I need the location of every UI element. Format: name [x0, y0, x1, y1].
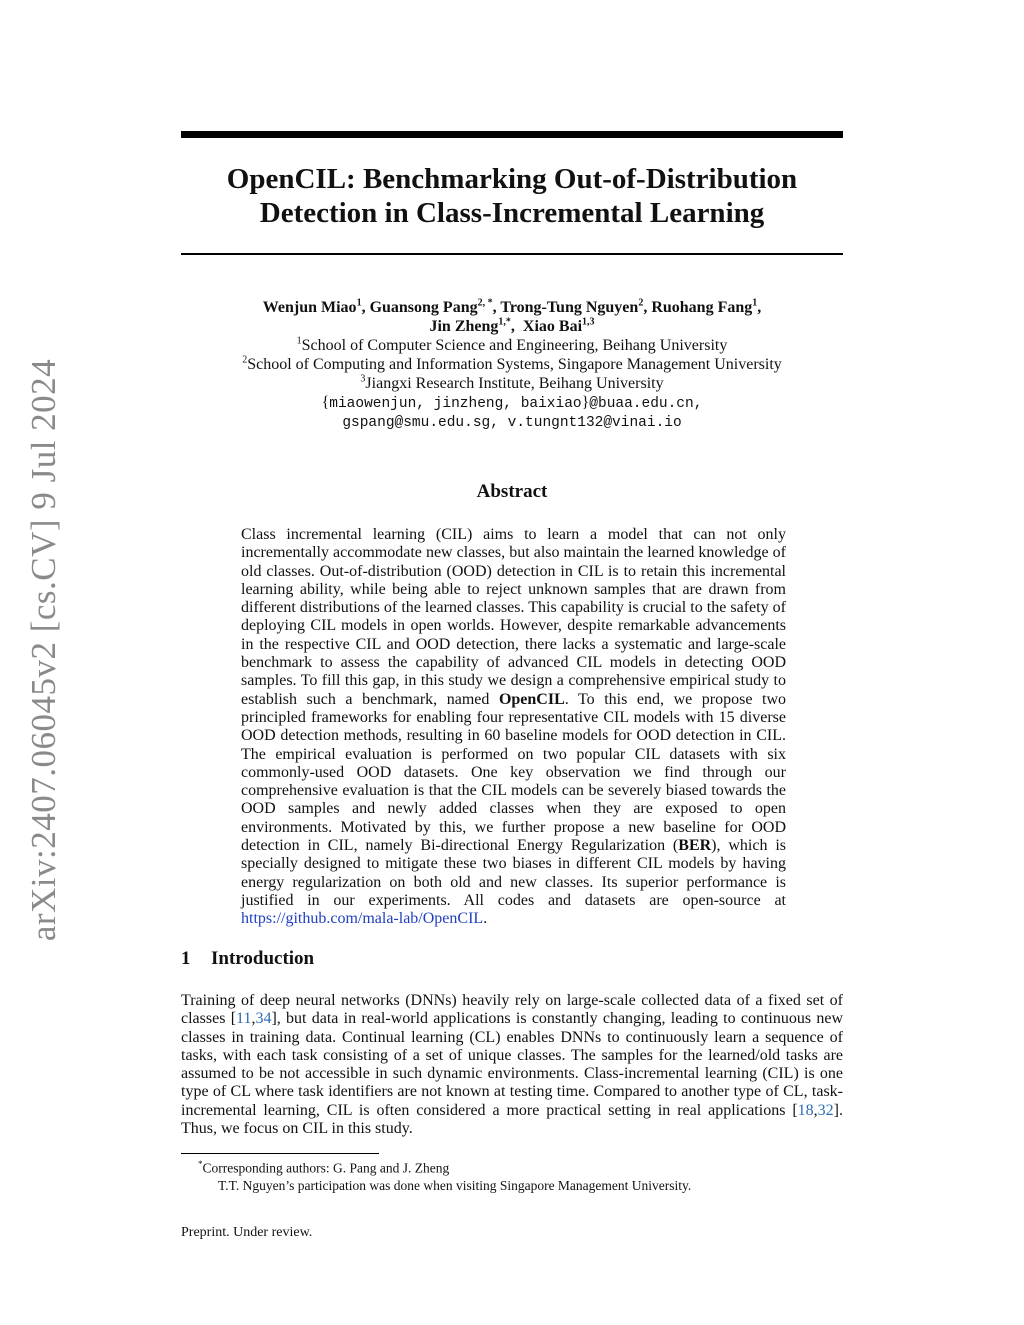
author-affiliation-mark: 1: [356, 297, 362, 309]
code-repository-link[interactable]: https://github.com/mala-lab/OpenCIL: [241, 910, 484, 928]
arxiv-identifier: arXiv:2407.06045v2 [cs.CV] 9 Jul 2024: [24, 358, 63, 942]
abstract-text: ), which is specially designed to mitigate these two biases in different CIL models by having energy regularization on both old and new classes. Its superior performance is justified in our experiments. All codes and datasets are open-source at: [241, 837, 786, 909]
abstract-text: .: [483, 910, 488, 928]
abstract-bold-term: OpenCIL: [498, 690, 565, 708]
paper-title: [181, 162, 843, 230]
affiliation-2: [181, 355, 843, 374]
abstract-heading: Abstract: [476, 481, 548, 502]
title-top-rule: [181, 131, 843, 138]
preprint-notice: Preprint. Under review.: [181, 1225, 313, 1240]
citation-link[interactable]: 11: [236, 1010, 252, 1028]
footnote-participation: T.T. Nguyen’s participation was done when visiting Singapore Management University.: [218, 1177, 692, 1193]
footnotes: [181, 1156, 843, 1194]
title-line-1: OpenCIL: Benchmarking Out-of-Distribution: [226, 163, 798, 195]
citation-link[interactable]: 32: [817, 1101, 834, 1119]
author-affiliation-mark: 1,3: [582, 316, 595, 328]
intro-text: ], but data in real-world applications is constantly changing, leading to continuous new classes in training data. Continual learning (CL) enables DNNs to continuously learn a sequence of tasks, with each task consisting of a set of unique classes. The samples for the learned/old tasks are assumed to be not accessible in such dynamic environments. Class-incremental learning (CIL) is one type of CL where task identifiers are not known at testing time. Compared to another type of CL, task-incremental learning, CIL is often considered a more practical setting in real applications [: [181, 1010, 843, 1119]
affiliation-1: [181, 336, 843, 355]
section-heading-introduction: [181, 948, 843, 970]
author-affiliation-mark: 2: [638, 297, 644, 309]
author-affiliation-mark: 1,*: [498, 316, 511, 328]
email-brace: }: [581, 394, 590, 411]
title-bottom-rule: [181, 253, 843, 255]
abstract-body: [241, 526, 786, 929]
author-names-line-2: Jin Zheng$^{1,*}$, Xiao Bai$^{1,3}$: [429, 316, 595, 335]
section-number: 1: [181, 948, 191, 969]
abstract-text: Class incremental learning (CIL) aims to learn a model that can not only incrementally accommodate new classes, but also maintain the learned knowledge of old classes. Out-of-distribution (OOD) detection in CIL is to retain this incremental learning ability, while being able to reject unknown samples that are drawn from different distributions of the learned classes. This capability is crucial to the safety of deploying CIL models in open worlds. However, despite remarkable advancements in the respective CIL and OOD detection, there lacks a systematic and large-scale benchmark to assess the capability of advanced CIL models in detecting OOD samples. To fill this gap, in this study we design a comprehensive empirical study to establish such a benchmark, named: [241, 526, 786, 708]
abstract-bold-term: BER: [678, 837, 712, 855]
intro-text: ]. Thus, we focus on CIL in this study.: [181, 1101, 843, 1138]
author-name: Guansong Pang: [369, 299, 478, 316]
introduction-paragraph: [181, 992, 843, 1138]
email-line-1: [181, 393, 843, 414]
affiliation-3: [181, 374, 843, 393]
author-names-line-1: Wenjun Miao$^1$, Guansong Pang$^{2, *}$, Trong-Tung Nguyen$^2$, Ruohang Fang$^1$,: [262, 297, 762, 316]
author-name: Wenjun Miao: [262, 299, 357, 316]
intro-text: ,: [251, 1010, 256, 1028]
affiliation-text: School of Computing and Information Systems, Singapore Management University: [247, 356, 782, 373]
citation-link[interactable]: 34: [255, 1010, 272, 1028]
footnote-rule: [181, 1153, 379, 1154]
footnote-corresponding: [181, 1156, 843, 1177]
title-line-2: Detection in Class-Incremental Learning: [259, 197, 765, 229]
affiliation-mark: 3: [360, 373, 366, 385]
email-domain: @buaa.edu.cn,: [589, 396, 703, 412]
footnote-mark: *: [198, 1159, 203, 1169]
author-name: Jin Zheng: [429, 318, 499, 335]
author-name: Ruohang Fang: [651, 299, 753, 316]
author-block: [181, 298, 843, 433]
intro-text: ,: [813, 1101, 818, 1119]
citation-link[interactable]: 18: [797, 1101, 814, 1119]
author-name: Xiao Bai: [522, 318, 583, 335]
intro-text: Training of deep neural networks (DNNs) heavily rely on large-scale collected data of a fixed set of classes [: [181, 992, 843, 1028]
author-affiliation-mark: 1: [752, 297, 758, 309]
affiliation-text: Jiangxi Research Institute, Beihang University: [365, 375, 664, 392]
affiliation-mark: 1: [296, 335, 302, 347]
email-brace: {: [321, 394, 330, 411]
author-affiliation-mark: 2, *: [477, 297, 493, 309]
email-line-2: gspang@smu.edu.sg, v.tungnt132@vinai.io: [342, 415, 682, 431]
affiliation-mark: 2: [242, 354, 248, 366]
footnote-text: Corresponding authors: G. Pang and J. Zheng: [202, 1160, 450, 1176]
email-usernames: miaowenjun, jinzheng, baixiao: [329, 396, 582, 412]
abstract-text: . To this end, we propose two principled frameworks for enabling four representative CIL models with 15 diverse OOD detection methods, resulting in 60 baseline models for OOD detection in CIL. The empirical evaluation is performed on two popular CIL datasets with six commonly-used OOD datasets. One key observation we find through our comprehensive evaluation is that the CIL models can be severely biased towards the OOD samples and newly added classes when they are exposed to open environments. Motivated by this, we further propose a new baseline for OOD detection in CIL, namely Bi-directional Energy Regularization (: [241, 690, 786, 855]
author-name: Trong-Tung Nguyen: [500, 299, 639, 316]
section-title: Introduction: [211, 948, 315, 969]
affiliation-text: School of Computer Science and Engineering, Beihang University: [301, 337, 728, 354]
